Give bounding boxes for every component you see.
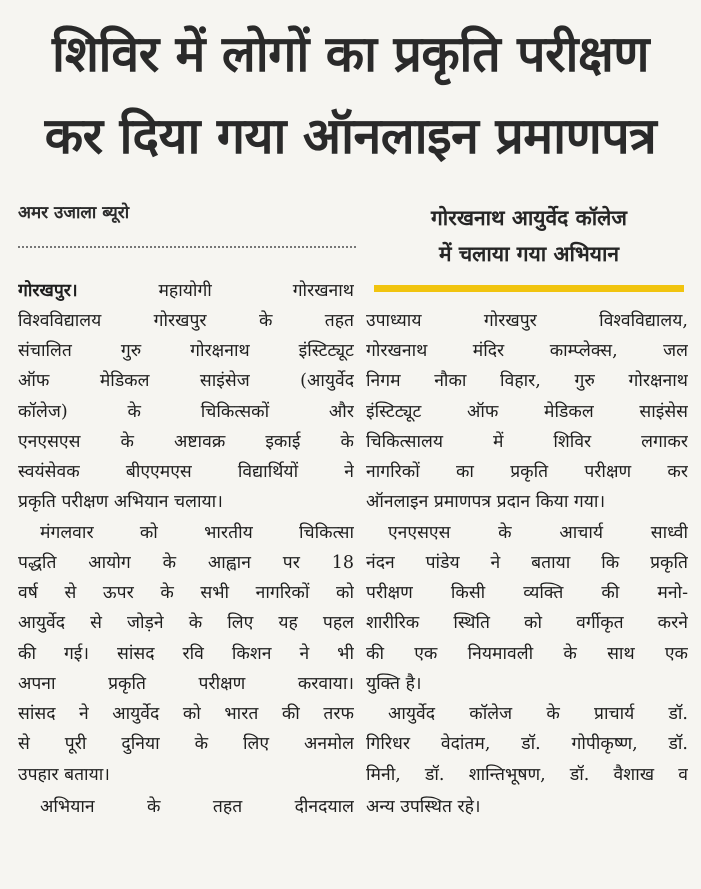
left-column-line: की गई। सांसद रवि किशन ने भी (18, 644, 354, 664)
dateline: गोरखपुर। (18, 281, 78, 301)
headline-line-2: कर दिया गया ऑनलाइन प्रमाणपत्र (44, 107, 657, 165)
byline-divider (18, 246, 356, 248)
right-column-line: उपाध्याय गोरखपुर विश्वविद्यालय, (366, 311, 688, 331)
right-column-line: नागरिकों का प्रकृति परीक्षण कर (366, 462, 688, 482)
left-column-line: पद्धति आयोग के आह्वान पर 18 (18, 553, 354, 573)
right-column-line: निगम नौका विहार, गुरु गोरक्षनाथ (366, 371, 688, 391)
subhead-line-2: में चलाया गया अभियान (438, 242, 620, 266)
right-column-line: इंस्टिट्यूट ऑफ मेडिकल साइंसेस (366, 402, 688, 422)
left-column-line: से पूरी दुनिया के लिए अनमोल (18, 734, 354, 754)
right-column-line: शारीरिक स्थिति को वर्गीकृत करने (366, 613, 688, 633)
left-column-line: प्रकृति परीक्षण अभियान चलाया। (18, 492, 223, 512)
subhead-line-1: गोरखनाथ आयुर्वेद कॉलेज (430, 206, 628, 230)
left-column-line: ऑफ मेडिकल साइंसेज (आयुर्वेद (18, 371, 354, 391)
left-column-line: विश्वविद्यालय गोरखपुर के तहत (18, 311, 354, 331)
right-column-line: परीक्षण किसी व्यक्ति की मनो- (366, 583, 688, 603)
left-column-line: उपहार बताया। (18, 765, 110, 785)
right-column-line: मिनी, डॉ. शान्तिभूषण, डॉ. वैशाख व (366, 765, 688, 785)
byline: अमर उजाला ब्यूरो (18, 203, 130, 223)
left-column-line: स्वयंसेवक बीएएमएस विद्यार्थियों ने (18, 462, 354, 482)
right-column-line: ऑनलाइन प्रमाणपत्र प्रदान किया गया। (366, 492, 606, 512)
right-column-line: चिकित्सालय में शिविर लगाकर (366, 432, 688, 452)
left-column-line: संचालित गुरु गोरक्षनाथ इंस्टिट्यूट (18, 341, 354, 361)
left-column-line: अपना प्रकृति परीक्षण करवाया। (18, 674, 354, 694)
left-column-line: एनएसएस के अष्टावक्र इकाई के (18, 432, 354, 452)
left-column-line: वर्ष से ऊपर के सभी नागरिकों को (18, 583, 354, 603)
right-column-line: गिरिधर वेदांतम, डॉ. गोपीकृष्ण, डॉ. (366, 734, 688, 754)
left-column-line: आयुर्वेद से जोड़ने के लिए यह पहल (18, 613, 354, 633)
left-column-line: मंगलवार को भारतीय चिकित्सा (40, 523, 354, 543)
left-column-line: गोरखपुर। महायोगी गोरखनाथ (18, 281, 354, 301)
right-column-line: गोरखनाथ मंदिर काम्प्लेक्स, जल (366, 341, 688, 361)
left-column-line: सांसद ने आयुर्वेद को भारत की तरफ (18, 704, 354, 724)
right-column-line: युक्ति है। (366, 674, 422, 694)
right-column-line: आयुर्वेद कॉलेज के प्राचार्य डॉ. (388, 704, 688, 724)
right-column-line: अन्य उपस्थित रहे। (366, 797, 481, 817)
right-column-line: की एक नियमावली के साथ एक (366, 644, 688, 664)
accent-bar (374, 285, 684, 292)
left-column-line: अभियान के तहत दीनदयाल (40, 797, 354, 817)
right-column-line: एनएसएस के आचार्य साध्वी (388, 523, 688, 543)
left-column-line: कॉलेज) के चिकित्सकों और (18, 402, 354, 422)
headline-line-1: शिविर में लोगों का प्रकृति परीक्षण (52, 25, 649, 83)
right-column-line: नंदन पांडेय ने बताया कि प्रकृति (366, 553, 688, 573)
